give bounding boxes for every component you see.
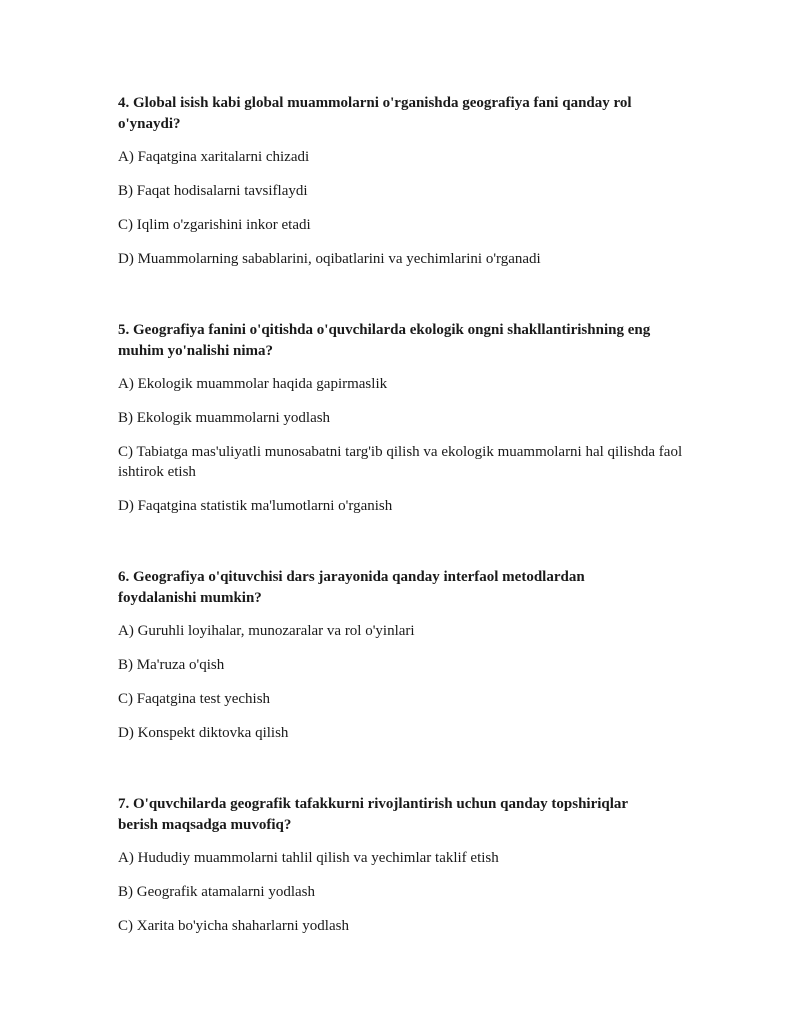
question-title: 5. Geografiya fanini o'qitishda o'quvchilarda ekologik ongni shakllantirishning eng muhim yo'nalishi nima? — [118, 322, 651, 359]
answer-option-b: B) Geografik atamalarni yodlash — [118, 884, 316, 900]
answer-option-d: D) Faqatgina statistik ma'lumotlarni o'rganish — [118, 498, 393, 514]
question-7 — [118, 794, 698, 936]
answer-option-c: C) Tabiatga mas'uliyatli munosabatni targ'ib qilish va ekologik muammolarni hal qilishda faol ishtirok etish — [118, 444, 683, 480]
answer-option-d: D) Muammolarning sabablarini, oqibatlarini va yechimlarini o'rganadi — [118, 251, 541, 267]
answer-option-b: B) Faqat hodisalarni tavsiflaydi — [118, 183, 308, 199]
answer-option-b: B) Ekologik muammolarni yodlash — [118, 410, 331, 426]
question-5 — [118, 320, 698, 516]
answer-option-c: C) Faqatgina test yechish — [118, 691, 271, 707]
answer-option-c: C) Iqlim o'zgarishini inkor etadi — [118, 217, 311, 233]
document-page — [118, 93, 698, 987]
answer-option-a: A) Ekologik muammolar haqida gapirmaslik — [118, 376, 388, 392]
question-title: 4. Global isish kabi global muammolarni o'rganishda geografiya fani qanday rol o'ynaydi? — [118, 95, 632, 132]
answer-option-d: D) Konspekt diktovka qilish — [118, 725, 289, 741]
question-6 — [118, 567, 698, 743]
question-4 — [118, 93, 698, 269]
answer-option-c: C) Xarita bo'yicha shaharlarni yodlash — [118, 918, 349, 934]
question-title: 6. Geografiya o'qituvchisi dars jarayonida qanday interfaol metodlardan foydalanishi mumkin? — [118, 569, 585, 606]
answer-option-a: A) Guruhli loyihalar, munozaralar va rol o'yinlari — [118, 623, 415, 639]
question-title: 7. O'quvchilarda geografik tafakkurni rivojlantirish uchun qanday topshiriqlar berish maqsadga muvofiq? — [118, 796, 628, 833]
answer-option-a: A) Faqatgina xaritalarni chizadi — [118, 149, 310, 165]
answer-option-a: A) Hududiy muammolarni tahlil qilish va yechimlar taklif etish — [118, 850, 499, 866]
answer-option-b: B) Ma'ruza o'qish — [118, 657, 225, 673]
